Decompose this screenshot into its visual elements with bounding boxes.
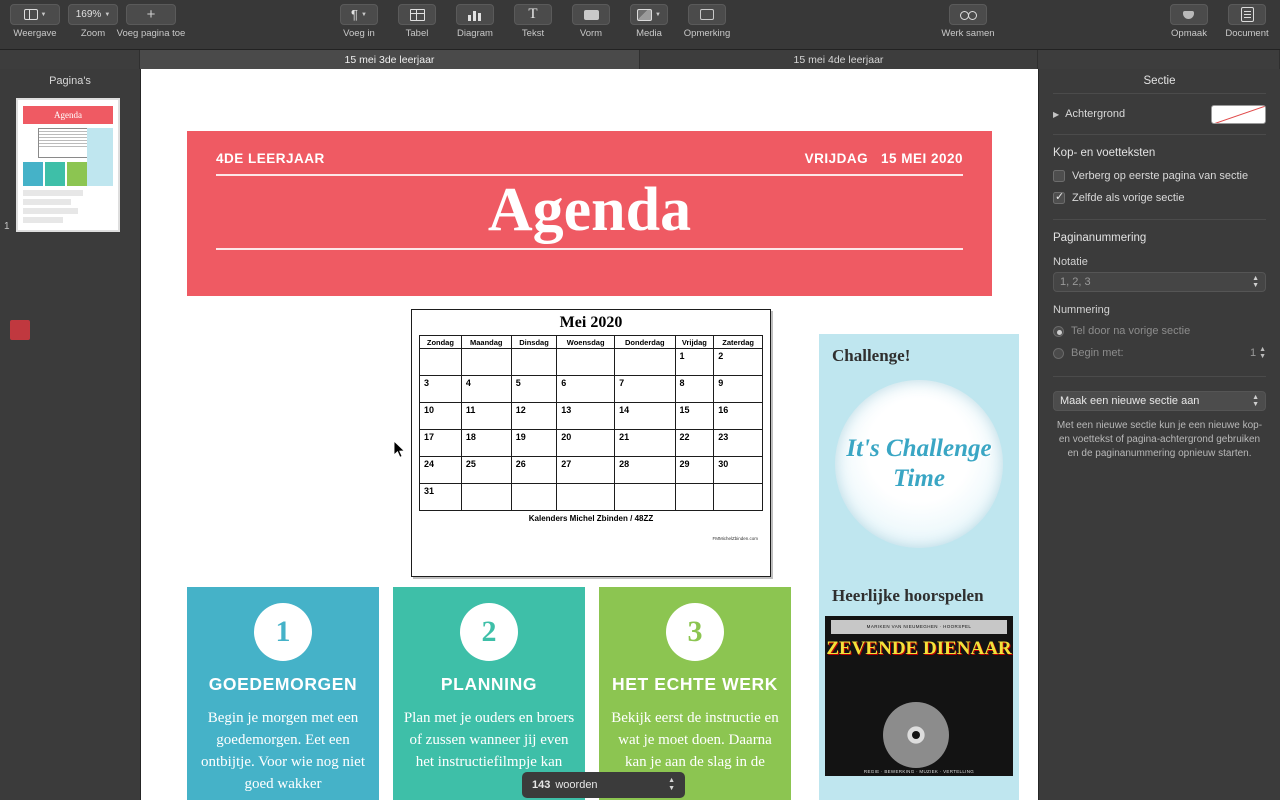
- hide-on-first-page-checkbox[interactable]: [1039, 165, 1280, 187]
- chevron-down-icon: ▼: [40, 11, 47, 18]
- page-thumbnail[interactable]: [16, 98, 120, 232]
- section-inspector: [1038, 69, 1280, 800]
- calendar-day: 1: [675, 349, 714, 376]
- checkbox-box[interactable]: [1053, 192, 1065, 204]
- hero-date-label: [805, 151, 963, 166]
- calendar-day: 18: [461, 430, 511, 457]
- continue-from-previous-label: Tel door na vorige sectie: [1071, 325, 1191, 337]
- chevron-down-icon[interactable]: ▲ ▼: [1252, 394, 1259, 408]
- step-number: 1: [254, 603, 312, 661]
- new-section-dropdown[interactable]: [1053, 391, 1266, 411]
- chevron-down-icon: ▼: [655, 11, 661, 18]
- chevron-down-icon: ▼: [361, 11, 367, 18]
- thumb-hero-title: Agenda: [54, 110, 82, 120]
- calendar-footer: Kalenders Michel Zbinden / 48ZZ: [528, 514, 654, 523]
- chart-control[interactable]: [456, 4, 494, 25]
- calendar-day: 14: [615, 403, 675, 430]
- album-cover-subtext: REGIE · BEWERKING · MUZIEK · VERTELLING: [863, 769, 975, 774]
- step-number: 2: [460, 603, 518, 661]
- comment-label: Opmerking: [683, 28, 731, 39]
- step-title: GOEDEMORGEN: [208, 674, 358, 694]
- word-count-stepper-icon[interactable]: ▲ ▼: [668, 777, 675, 792]
- shape-button[interactable]: [562, 0, 620, 39]
- calendar-day: 23: [714, 430, 763, 457]
- calendar-day: [511, 349, 557, 376]
- plus-icon: +: [146, 6, 156, 23]
- word-count-number: 143: [532, 779, 551, 791]
- shape-label: Vorm: [579, 28, 603, 39]
- background-color-swatch[interactable]: [1211, 105, 1266, 124]
- add-page-button[interactable]: [116, 0, 186, 39]
- challenge-title: Challenge!: [832, 346, 911, 365]
- calendar-day: 21: [615, 430, 675, 457]
- collaborate-label: Werk samen: [941, 28, 995, 39]
- calendar-weekday: Vrijdag: [675, 336, 714, 349]
- insert-button[interactable]: [330, 0, 388, 39]
- comment-icon: [700, 9, 714, 20]
- calendar-day: [511, 484, 557, 511]
- document-icon: [1241, 7, 1254, 22]
- continue-from-previous-radio[interactable]: [1039, 320, 1280, 342]
- new-section-hint: Met een nieuwe sectie kun je een nieuwe kop- en voettekst of pagina-achtergrond gebruiken en de paginanummering opnieuw starten.: [1056, 420, 1263, 459]
- hero-day: VRIJDAG: [804, 151, 869, 166]
- calendar-day: [615, 484, 675, 511]
- collaborate-button[interactable]: [931, 0, 1005, 39]
- calendar-day: 5: [511, 376, 557, 403]
- format-label: Opmaak: [1171, 28, 1207, 39]
- thumb-text-row: [23, 199, 71, 205]
- media-label: Media: [636, 28, 662, 39]
- calendar-day: 19: [511, 430, 557, 457]
- view-button-label: Weergave: [13, 28, 57, 39]
- document-label: Document: [1225, 28, 1269, 39]
- calendar-row: [420, 457, 763, 484]
- calendar-day: 30: [714, 457, 763, 484]
- hero-banner[interactable]: [187, 131, 992, 296]
- collaborate-control[interactable]: [949, 4, 987, 25]
- toolbar-right-group: [1160, 0, 1276, 39]
- challenge-badge-text: It's Challenge Time: [846, 435, 992, 492]
- pages-icon: [24, 9, 38, 20]
- view-button[interactable]: [6, 0, 64, 39]
- tab-15-mei-3de-leerjaar[interactable]: 15 mei 3de leerjaar: [140, 50, 640, 69]
- calendar-day: 26: [511, 457, 557, 484]
- text-label: Tekst: [521, 28, 545, 39]
- hide-on-first-page-label: Verberg op eerste pagina van sectie: [1072, 170, 1249, 182]
- calendar-weekday: Zaterdag: [714, 336, 763, 349]
- step-text: Plan met je ouders en broers of zussen wanneer jij even het instructiefilmpje kan: [403, 710, 575, 770]
- table-button[interactable]: [388, 0, 446, 39]
- media-icon: [637, 9, 652, 21]
- comment-control[interactable]: [688, 4, 726, 25]
- text-button[interactable]: [504, 0, 562, 39]
- tab-spacer-right: [1038, 50, 1280, 69]
- calendar-day: [461, 349, 511, 376]
- calendar-day: 28: [615, 457, 675, 484]
- start-at-radio[interactable]: [1039, 342, 1280, 364]
- thumb-card-1: [23, 162, 43, 186]
- calendar-day: 24: [420, 457, 462, 484]
- zoom-control[interactable]: [64, 0, 122, 39]
- calendar-day: 3: [420, 376, 462, 403]
- challenge-badge-image: [835, 380, 1003, 548]
- calendar-day: [714, 484, 763, 511]
- hero-header-row: [187, 131, 992, 166]
- zoom-button-control[interactable]: [68, 4, 118, 25]
- steps-cards: [187, 587, 791, 800]
- calendar-day: 8: [675, 376, 714, 403]
- add-page-control[interactable]: [126, 4, 176, 25]
- toolbar: [0, 0, 1280, 50]
- calendar-header-row: [420, 336, 763, 349]
- word-count-badge[interactable]: [522, 772, 685, 798]
- comment-button[interactable]: [678, 0, 736, 39]
- challenge-panel[interactable]: [819, 334, 1019, 800]
- calendar-day: 27: [557, 457, 615, 484]
- calendar-title: Mei 2020: [559, 314, 623, 331]
- step-number: 3: [666, 603, 724, 661]
- start-at-stepper[interactable]: [1250, 346, 1266, 360]
- toolbar-left-group: [0, 0, 186, 39]
- calendar-day: 17: [420, 430, 462, 457]
- album-disc-graphic: [883, 702, 949, 768]
- collaborate-icon: [960, 9, 977, 21]
- step-card-1[interactable]: [187, 587, 379, 800]
- table-control[interactable]: [398, 4, 436, 25]
- calendar-day: 13: [557, 403, 615, 430]
- format-button[interactable]: [1160, 0, 1218, 39]
- text-control[interactable]: [514, 4, 552, 25]
- calendar-day: [461, 484, 511, 511]
- calendar-day: 11: [461, 403, 511, 430]
- calendar-day: [675, 484, 714, 511]
- calendar-day: 29: [675, 457, 714, 484]
- start-at-value: 1: [1249, 347, 1257, 359]
- insert-label: Voeg in: [343, 28, 375, 39]
- calendar-day: 7: [615, 376, 675, 403]
- calendar-day: [420, 349, 462, 376]
- brush-icon: [1181, 9, 1197, 21]
- insert-control[interactable]: [340, 4, 378, 25]
- add-page-label: Voeg pagina toe: [116, 28, 186, 39]
- background-row[interactable]: [1039, 94, 1280, 134]
- chart-icon: [468, 9, 483, 21]
- thumb-text-row: [23, 217, 63, 223]
- step-card-3[interactable]: [599, 587, 791, 800]
- calendar-weekday: Woensdag: [557, 336, 615, 349]
- step-text: Bekijk eerst de instructie en wat je moet doen. Daarna kan je aan de slag in de: [611, 710, 779, 770]
- zoom-value: 169%: [75, 9, 102, 20]
- tab-15-mei-4de-leerjaar[interactable]: 15 mei 4de leerjaar: [640, 50, 1038, 69]
- calendar-day: 16: [714, 403, 763, 430]
- thumb-calendar: [38, 128, 90, 158]
- calendar-day: 9: [714, 376, 763, 403]
- calendar-grid: [419, 335, 763, 511]
- shape-icon: [584, 10, 599, 20]
- calendar-row: [420, 484, 763, 511]
- calendar-credit: FMMichelZbinden.com: [712, 536, 758, 541]
- step-title: PLANNING: [440, 674, 538, 694]
- tab-spacer-left: [0, 50, 140, 69]
- thumb-card-3: [67, 162, 87, 186]
- audio-title: Heerlijke hoorspelen: [832, 586, 984, 605]
- start-at-label: Begin met:: [1071, 347, 1124, 359]
- toolbar-insert-group: [330, 0, 736, 39]
- calendar-day: 2: [714, 349, 763, 376]
- page-number-label: 1: [4, 221, 10, 232]
- disclosure-triangle-icon[interactable]: ▶: [1053, 109, 1060, 119]
- album-cover-image: [825, 616, 1013, 776]
- hero-title: Agenda: [487, 176, 692, 244]
- stepper-arrows-icon[interactable]: ▲ ▼: [1252, 275, 1259, 289]
- toolbar-collaborate-group: [931, 0, 1005, 39]
- numbering-label: Nummering: [1053, 304, 1110, 316]
- same-as-previous-label: Zelfde als vorige sectie: [1072, 192, 1185, 204]
- calendar-day: 31: [420, 484, 462, 511]
- calendar-weekday: Dinsdag: [511, 336, 557, 349]
- radio-button[interactable]: [1053, 348, 1064, 359]
- hero-grade-label: 4DE LEERJAAR: [216, 151, 325, 166]
- thumb-hero-band: [23, 106, 113, 124]
- calendar-day: 25: [461, 457, 511, 484]
- calendar-day: [557, 349, 615, 376]
- background-label: Achtergrond: [1065, 108, 1126, 120]
- thumb-challenge-panel: [87, 128, 113, 186]
- calendar-weekday: Zondag: [420, 336, 462, 349]
- calendar-day: 22: [675, 430, 714, 457]
- text-icon: T: [528, 6, 538, 22]
- headers-footers-label: Kop- en voetteksten: [1053, 147, 1156, 159]
- new-section-label: Maak een nieuwe sectie aan: [1060, 395, 1200, 407]
- paragraph-icon: ¶: [351, 7, 359, 22]
- same-as-previous-checkbox[interactable]: [1039, 187, 1280, 209]
- pages-sidebar: [0, 69, 141, 800]
- notation-select[interactable]: [1053, 272, 1266, 292]
- section-tab-bar: [0, 50, 1280, 69]
- chart-label: Diagram: [457, 28, 493, 39]
- chart-button[interactable]: [446, 0, 504, 39]
- calendar-row: [420, 349, 763, 376]
- document-control[interactable]: [1228, 4, 1266, 25]
- hero-date: 15 MEI 2020: [880, 151, 963, 166]
- inspector-divider: [1053, 376, 1266, 377]
- hero-divider-bottom: [216, 248, 963, 250]
- view-button-control[interactable]: [10, 4, 60, 25]
- table-label: Tabel: [405, 28, 429, 39]
- album-cover-top-text: MARIKEN VAN NIEUMEGHEN · HOORSPEL: [831, 620, 1007, 634]
- document-button[interactable]: [1218, 0, 1276, 39]
- step-title: HET ECHTE WERK: [612, 674, 778, 694]
- section-color-marker[interactable]: [10, 320, 30, 340]
- chevron-down-icon: ▼: [104, 11, 111, 18]
- calendar-day: 12: [511, 403, 557, 430]
- calendar-weekday: Maandag: [461, 336, 511, 349]
- document-canvas[interactable]: [141, 69, 1038, 800]
- zoom-label: Zoom: [80, 28, 106, 39]
- calendar-day: 15: [675, 403, 714, 430]
- word-count-label: woorden: [555, 779, 598, 791]
- stepper-arrows-icon[interactable]: ▲ ▼: [1259, 346, 1266, 360]
- pages-sidebar-title: Pagina's: [49, 75, 91, 87]
- calendar-day: 4: [461, 376, 511, 403]
- calendar-day: [615, 349, 675, 376]
- calendar-weekday: Donderdag: [615, 336, 675, 349]
- media-control[interactable]: [630, 4, 668, 25]
- calendar-row: [420, 376, 763, 403]
- notation-value: 1, 2, 3: [1060, 276, 1091, 288]
- page-thumbnail-item[interactable]: [4, 98, 122, 232]
- format-control[interactable]: [1170, 4, 1208, 25]
- calendar-day: 10: [420, 403, 462, 430]
- album-cover-title: ZEVENDE DIENAAR: [826, 638, 1012, 659]
- calendar-day: [557, 484, 615, 511]
- step-card-2[interactable]: [393, 587, 585, 800]
- calendar-row: [420, 430, 763, 457]
- calendar-row: [420, 403, 763, 430]
- radio-button[interactable]: [1053, 326, 1064, 337]
- table-icon: [410, 9, 425, 21]
- step-text: Begin je morgen met een goedemorgen. Eet een ontbijtje. Voor wie nog niet goed wakker: [200, 710, 366, 792]
- pagination-label: Paginanummering: [1053, 232, 1147, 244]
- notation-label: Notatie: [1053, 256, 1088, 268]
- thumb-card-2: [45, 162, 65, 186]
- calendar-image[interactable]: [411, 309, 771, 577]
- shape-control[interactable]: [572, 4, 610, 25]
- calendar-day: 20: [557, 430, 615, 457]
- thumb-text-row: [23, 190, 83, 196]
- media-button[interactable]: [620, 0, 678, 39]
- checkbox-box[interactable]: [1053, 170, 1065, 182]
- calendar-day: 6: [557, 376, 615, 403]
- thumb-text-row: [23, 208, 78, 214]
- inspector-title: Sectie: [1143, 75, 1176, 87]
